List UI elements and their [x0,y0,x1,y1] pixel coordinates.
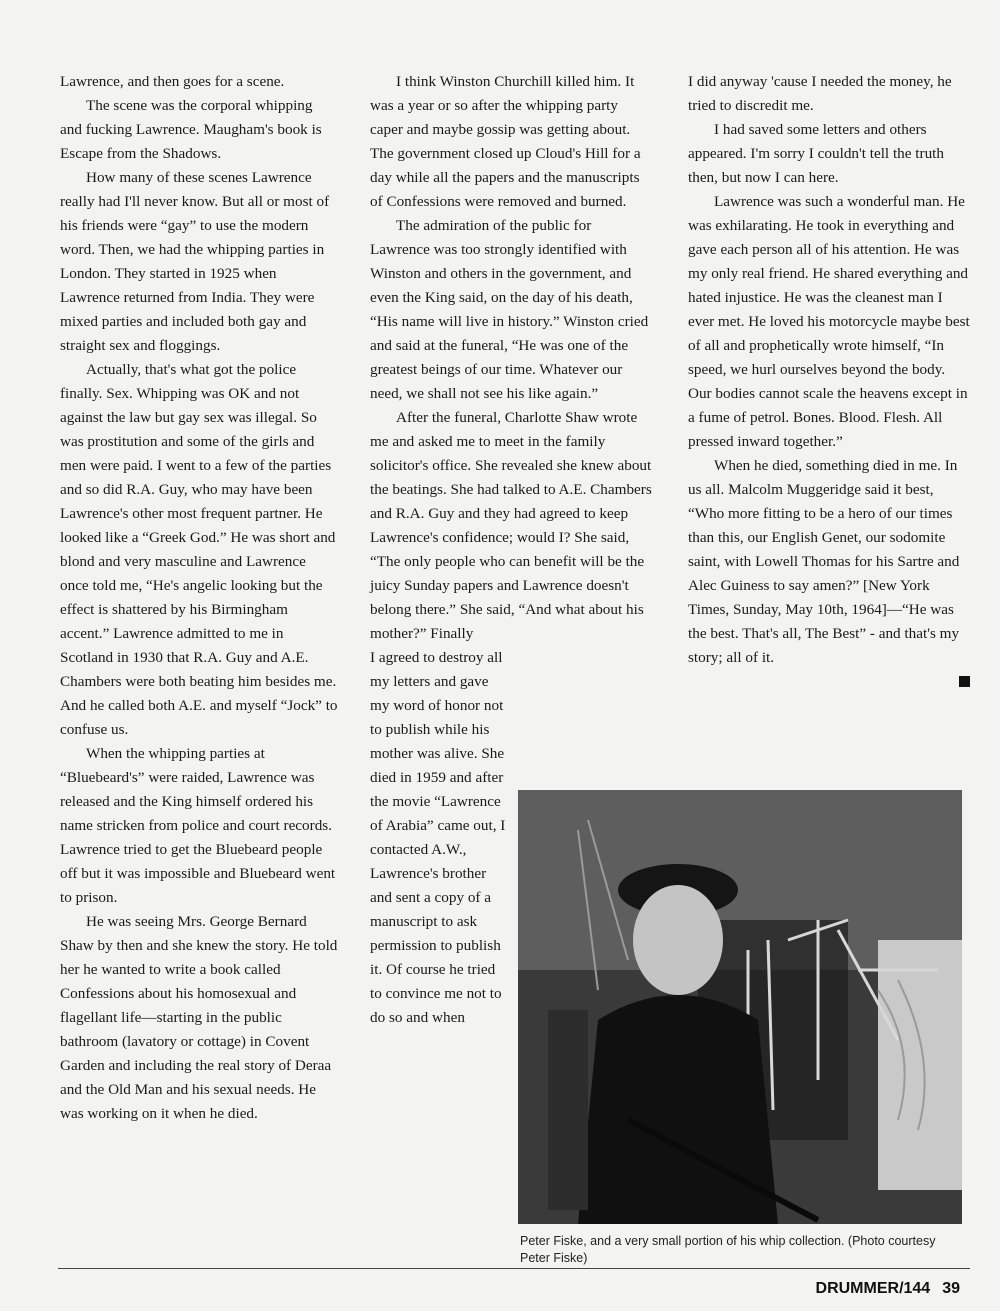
photo-whip-collection [518,790,962,1224]
article-column-1 [60,70,338,1126]
footer-rule [58,1268,970,1269]
photo-caption: Peter Fiske, and a very small portion of his whip collection. (Photo courtesy Peter Fiske) [520,1234,936,1265]
paragraph: I agreed to destroy all my letters and gave my word of honor not to publish while his mother was alive. She died in 1959 and after the movie “Lawrence of Arabia” came out, I contacted A.W., Lawrence's brother and sent a copy of a manuscript to ask permission to publish it. Of course he tried to convince me not to do so and when [370,649,506,1026]
paragraph: He was seeing Mrs. George Bernard Shaw by then and she knew the story. He told her he wanted to write a book called Confessions about his homosexual and flagellant life—starting in the public bathroom (lavatory or cottage) in Covent Garden and including the real story of Deraa and the Old Man and his sexual needs. He was working on it when he died. [60,913,338,1122]
paragraph: I think Winston Churchill killed him. It was a year or so after the whipping party caper and maybe gossip was getting about. The government closed up Cloud's Hill for a day while all the papers and the manuscripts of Confessions were removed and burned. [370,73,641,210]
paragraph: When the whipping parties at “Bluebeard's” were raided, Lawrence was released and the King himself ordered his name stricken from police and court records. Lawrence tried to get the Bluebeard people off but it was impossible and Bluebeard went to prison. [60,745,336,906]
paragraph: When he died, something died in me. In us all. Malcolm Muggeridge said it best, “Who more fitting to be a hero of our times than this, our English Genet, our sodomite saint, with Lowell Thomas for his Sartre and Alec Guiness to say amen?” [New York Times, Sunday, May 10th, 1964]—“He was the best. That's all, The Best” - and that's my story; all of it. [688,457,960,666]
paragraph: How many of these scenes Lawrence really had I'll never know. But all or most of his friends were “gay” to use the modern word. Then, we had the whipping parties in London. They started in 1925 when Lawrence returned from India. They were mixed parties and included both gay and straight sex and floggings. [60,169,330,354]
paragraph: The scene was the corporal whipping and fucking Lawrence. Maugham's book is Escape from the Shadows. [60,97,322,162]
paragraph: Actually, that's what got the police finally. Sex. Whipping was OK and not against the law but gay sex was illegal. So was prostitution and some of the girls and men were paid. I went to a few of the parties and so did R.A. Guy, who may have been Lawrence's other most frequent partner. He looked like a “Greek God.” He was short and blond and very masculine and Lawrence once told me, “He's angelic looking but the effect is shattered by his Birmingham accent.” Lawrence admitted to me in Scotland in 1930 that R.A. Guy and A.E. Chambers were both beating him besides me. And he called both A.E. and myself “Jock” to confuse us. [60,361,338,738]
paragraph: Lawrence, and then goes for a scene. [60,73,285,90]
paragraph: I had saved some letters and others appeared. I'm sorry I couldn't tell the truth then, but now I can here. [688,121,944,186]
paragraph: The admiration of the public for Lawrence was too strongly identified with Winston and others in the government, and even the King said, on the day of his death, “His name will live in history.” Winston cried and said at the funeral, “He was one of the greatest beings of our time. Whatever our need, we shall not see his like again.” [370,217,649,402]
page-footer [816,1280,960,1298]
article-column-3 [688,70,970,687]
photo-illustration [518,790,962,1224]
magazine-name: DRUMMER/144 [815,1280,931,1297]
paragraph: I did anyway 'cause I needed the money, he tried to discredit me. [688,73,952,114]
paragraph: After the funeral, Charlotte Shaw wrote me and asked me to meet in the family solicitor's office. She revealed she knew about the beatings. She had talked to A.E. Chambers and R.A. Guy and they had agreed to keep Lawrence's confidence; would I? She said, “The only people who can benefit will be the juicy Sunday papers and Lawrence doesn't belong there.” She said, “And what about his mother?” Finally [370,409,652,642]
end-of-article-mark [959,676,970,687]
page-number: 39 [942,1280,960,1297]
paragraph: Lawrence was such a wonderful man. He was exhilarating. He took in everything and gave each person all of his attention. He was my only real friend. He shared everything and hated injustice. He was the cleanest man I ever met. He loved his motorcycle maybe best of all and prophetically wrote himself, “In speed, we hurl ourselves beyond the body. Our bodies cannot scale the heavens except in a fume of petrol. Bones. Blood. Flesh. All pressed inward together.” [688,193,970,450]
